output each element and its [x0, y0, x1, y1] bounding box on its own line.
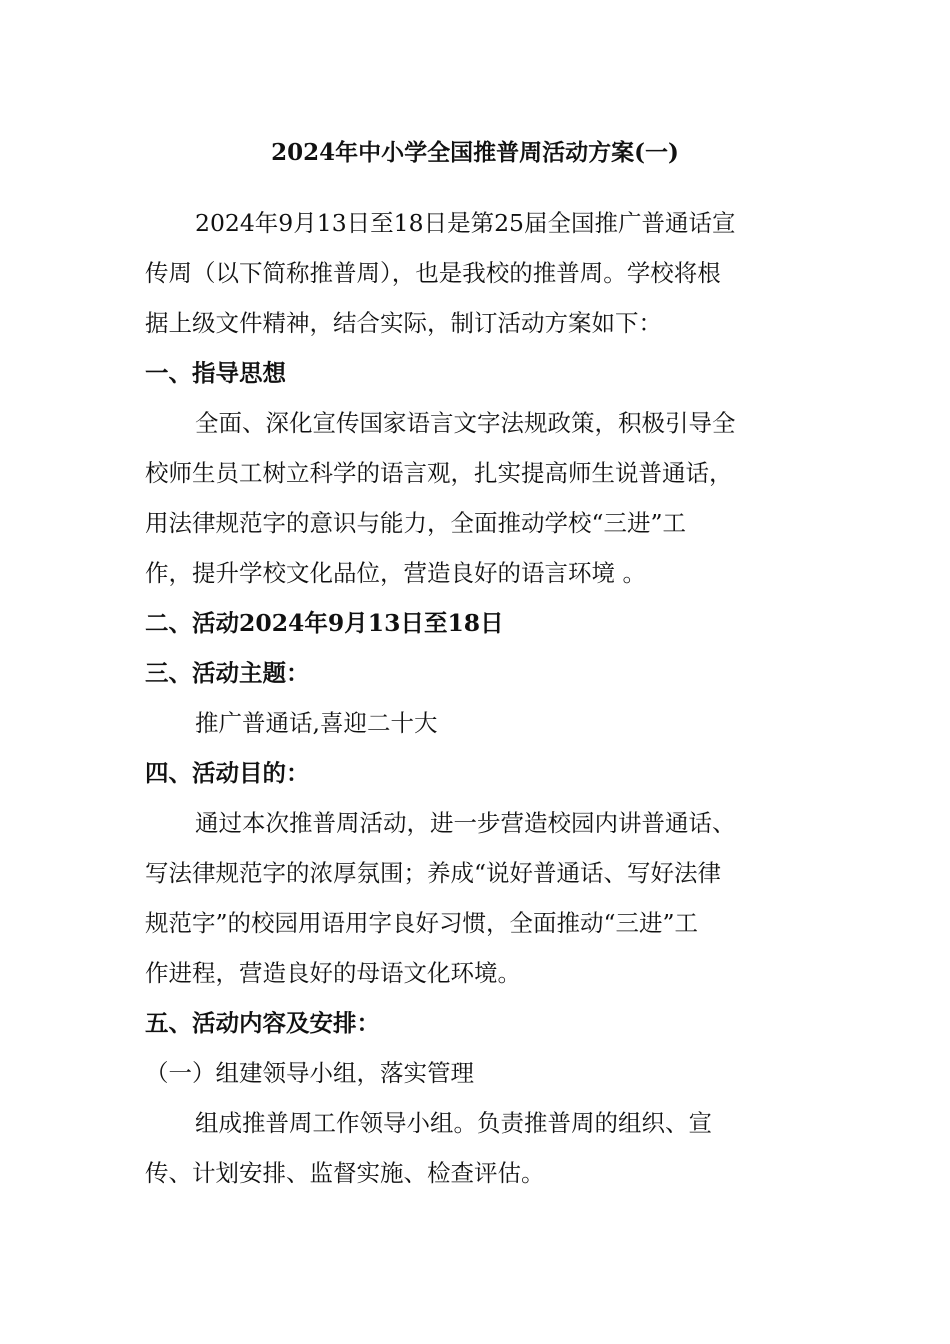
section-4-line-4: 作进程，营造良好的母语文化环境。 — [145, 959, 521, 987]
section-1-line-1: 全面、深化宣传国家语言文字法规政策，积极引导全 — [195, 409, 736, 437]
section-4-line-2: 写法律规范字的浓厚氛围；养成“说好普通话、写好法律 — [145, 859, 722, 887]
section-1-line-4: 作，提升学校文化品位，营造良好的语言环境 。 — [145, 559, 646, 587]
section-4-heading: 四、活动目的： — [145, 759, 310, 787]
section-3-theme: 推广普通话,喜迎二十大 — [195, 709, 438, 737]
intro-line-3: 据上级文件精神，结合实际，制订活动方案如下： — [145, 309, 662, 337]
section-5-line-2: 传、计划安排、监督实施、检查评估。 — [145, 1159, 545, 1187]
section-2-heading: 二、活动2024年9月13日至18日 — [145, 609, 504, 637]
intro-line-2: 传周（以下简称推普周），也是我校的推普周。学校将根 — [145, 259, 721, 287]
section-3-heading: 三、活动主题： — [145, 659, 310, 687]
section-5-line-1: 组成推普周工作领导小组。负责推普周的组织、宣 — [195, 1109, 712, 1137]
section-5-heading: 五、活动内容及安排： — [145, 1009, 380, 1037]
section-1-line-3: 用法律规范字的意识与能力，全面推动学校“三进”工 — [145, 509, 687, 537]
document-title: 2024年中小学全国推普周活动方案(一) — [271, 139, 679, 166]
section-1-line-2: 校师生员工树立科学的语言观，扎实提高师生说普通话， — [145, 459, 733, 487]
intro-line-1: 2024年9月13日至18日是第25届全国推广普通话宣 — [195, 209, 736, 237]
section-1-heading: 一、指导思想 — [145, 359, 286, 387]
section-4-line-1: 通过本次推普周活动，进一步营造校园内讲普通话、 — [195, 809, 736, 837]
section-4-line-3: 规范字”的校园用语用字良好习惯，全面推动“三进”工 — [145, 909, 699, 937]
section-5-subheading: （一）组建领导小组，落实管理 — [145, 1059, 474, 1087]
